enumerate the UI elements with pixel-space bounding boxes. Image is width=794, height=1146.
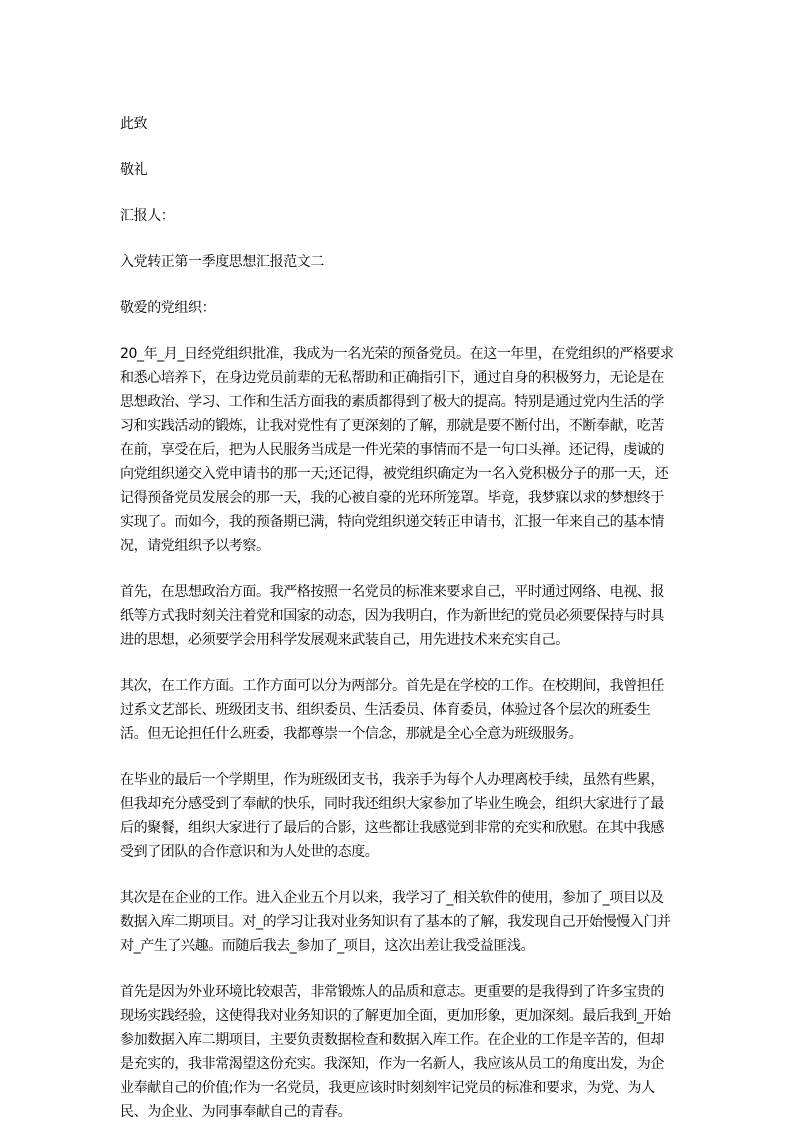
article-title: 入党转正第一季度思想汇报范文二	[120, 254, 324, 270]
closing-line: 此致	[120, 116, 148, 132]
reporter-line: 汇报人：	[120, 208, 175, 224]
body-paragraph-political: 首先，在思想政治方面。我严格按照一名党员的标准来要求自己，平时通过网络、电视、报纸等方式我时刻关注着党和国家的动态，因为我明白，作为新世纪的党员必须要保持与时具进的思想，必须要学会用科学发展观来武装自己，用先进技术来充实自己。	[120, 584, 664, 648]
body-paragraph-enterprise: 其次是在企业的工作。进入企业五个月以来，我学习了_相关软件的使用，参加了_项目以及数据入库二期项目。对_的学习让我对业务知识有了基本的了解，我发现自己开始慢慢入门并对_产生了兴趣。而随后我去_参加了_项目，这次出差让我受益匪浅。	[120, 890, 671, 954]
greeting-line: 敬爱的党组织：	[120, 300, 216, 316]
salute-line: 敬礼	[120, 162, 148, 178]
body-paragraph-work: 其次，在工作方面。工作方面可以分为两部分。首先是在学校的工作。在校期间，我曾担任过系文艺部长、班级团支书、组织委员、生活委员、体育委员，体验过各个层次的班委生活。但无论担任什么班委，我都尊崇一个信念，那就是全心全意为班级服务。	[120, 678, 664, 742]
body-paragraph-field-work: 首先是因为外业环境比较艰苦，非常锻炼人的品质和意志。更重要的是我得到了许多宝贵的现场实践经验，这使得我对业务知识的了解更加全面，更加形象，更加深刻。最后我到_开始参加数据入库二期项目，主要负责数据检查和数据入库工作。在企业的工作是辛苦的，但却是充实的，我非常渴望这份充实。我深知，作为一名新人，我应该从员工的角度出发，为企业奉献自己的价值;作为一名党员，我更应该时时刻刻牢记党员的标准和要求，为党、为人民、为企业、为同事奉献自己的青春。	[120, 984, 671, 1120]
body-paragraph-intro: 20_年_月_日经党组织批准，我成为一名光荣的预备党员。在这一年里，在党组织的严格要求和悉心培养下，在身边党员前辈的无私帮助和正确指引下，通过自身的积极努力，无论是在思想政治、学习、工作和生活方面我的素质都得到了极大的提高。特别是通过党内生活的学习和实践活动的锻炼，让我对党性有了更深刻的了解，那就是要不断付出，不断奉献，吃苦在前，享受在后，把为人民服务当成是一件光荣的事情而不是一句口头禅。还记得，虔诚的向党组织递交入党申请书的那一天;还记得，被党组织确定为一名入党积极分子的那一天，还记得预备党员发展会的那一天，我的心被自豪的光环所笼罩。毕竟，我梦寐以求的梦想终于实现了。而如今，我的预备期已满，特向党组织递交转正申请书，汇报一年来自己的基本情况，请党组织予以考察。	[120, 346, 674, 554]
body-paragraph-graduation: 在毕业的最后一个学期里，作为班级团支书，我亲手为每个人办理离校手续，虽然有些累，但我却充分感受到了奉献的快乐，同时我还组织大家参加了毕业生晚会，组织大家进行了最后的聚餐，组织大家进行了最后的合影，这些都让我感觉到非常的充实和欣慰。在其中我感受到了团队的合作意识和为人处世的态度。	[120, 772, 664, 860]
document-body	[120, 112, 676, 1146]
